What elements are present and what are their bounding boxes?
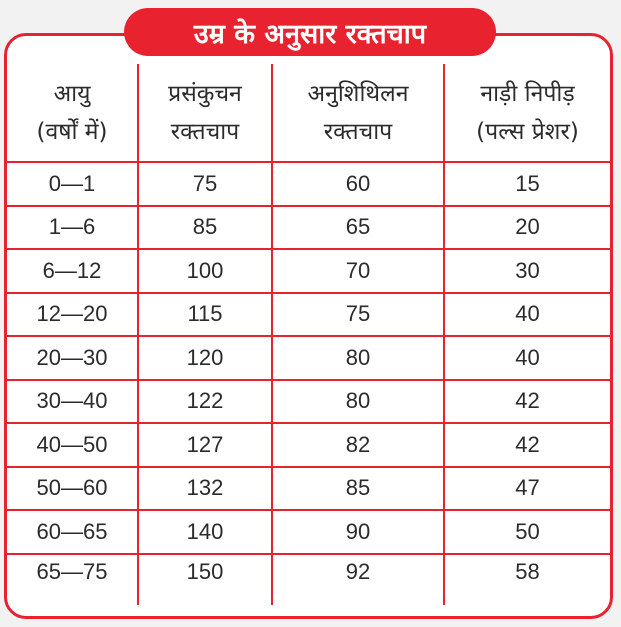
systolic-cell: 75 [138,162,272,206]
table-title: उम्र के अनुसार रक्तचाप [124,8,496,56]
pulse-pressure-cell: 47 [444,467,610,511]
diastolic-cell: 75 [272,293,444,337]
pulse-pressure-cell: 40 [444,293,610,337]
table-row [7,467,610,511]
table-row [7,423,610,467]
diastolic-cell: 82 [272,423,444,467]
age-cell: 50—60 [7,467,138,511]
header-age: आयु (वर्षों में) [7,64,138,162]
diastolic-cell: 65 [272,206,444,250]
header-systolic: प्रसंकुचन रक्तचाप [138,64,272,162]
age-cell: 30—40 [7,380,138,424]
diastolic-cell: 90 [272,510,444,554]
diastolic-cell: 60 [272,162,444,206]
table-row [7,554,610,605]
table-row [7,510,610,554]
age-cell: 12—20 [7,293,138,337]
systolic-cell: 85 [138,206,272,250]
systolic-cell: 150 [138,554,272,605]
systolic-cell: 132 [138,467,272,511]
systolic-cell: 115 [138,293,272,337]
table-row [7,380,610,424]
diastolic-cell: 85 [272,467,444,511]
age-cell: 20—30 [7,336,138,380]
pulse-pressure-cell: 42 [444,380,610,424]
age-cell: 60—65 [7,510,138,554]
systolic-cell: 127 [138,423,272,467]
header-diastolic: अनुशिथिलन रक्तचाप [272,64,444,162]
pulse-pressure-cell: 50 [444,510,610,554]
header-row [7,64,610,162]
diastolic-cell: 70 [272,249,444,293]
pulse-pressure-cell: 40 [444,336,610,380]
pulse-pressure-cell: 42 [444,423,610,467]
header-pulse-pressure: नाड़ी निपीड़ (पल्स प्रेशर) [444,64,610,162]
table-row [7,293,610,337]
diastolic-cell: 80 [272,380,444,424]
table-row [7,336,610,380]
pulse-pressure-cell: 15 [444,162,610,206]
pulse-pressure-cell: 58 [515,558,540,584]
age-cell: 6—12 [7,249,138,293]
age-cell: 40—50 [7,423,138,467]
age-cell: 1—6 [7,206,138,250]
table-row [7,249,610,293]
table-row [7,206,610,250]
blood-pressure-table [7,64,610,605]
age-cell: 0—1 [7,162,138,206]
systolic-cell: 122 [138,380,272,424]
systolic-cell: 120 [138,336,272,380]
systolic-cell: 100 [138,249,272,293]
blood-pressure-card [4,33,613,619]
diastolic-cell: 92 [272,554,444,605]
age-cell: 65—75 [7,554,138,605]
table-row [7,162,610,206]
diastolic-cell: 80 [272,336,444,380]
pulse-pressure-cell: 20 [444,206,610,250]
systolic-cell: 140 [138,510,272,554]
pulse-pressure-cell: 30 [444,249,610,293]
